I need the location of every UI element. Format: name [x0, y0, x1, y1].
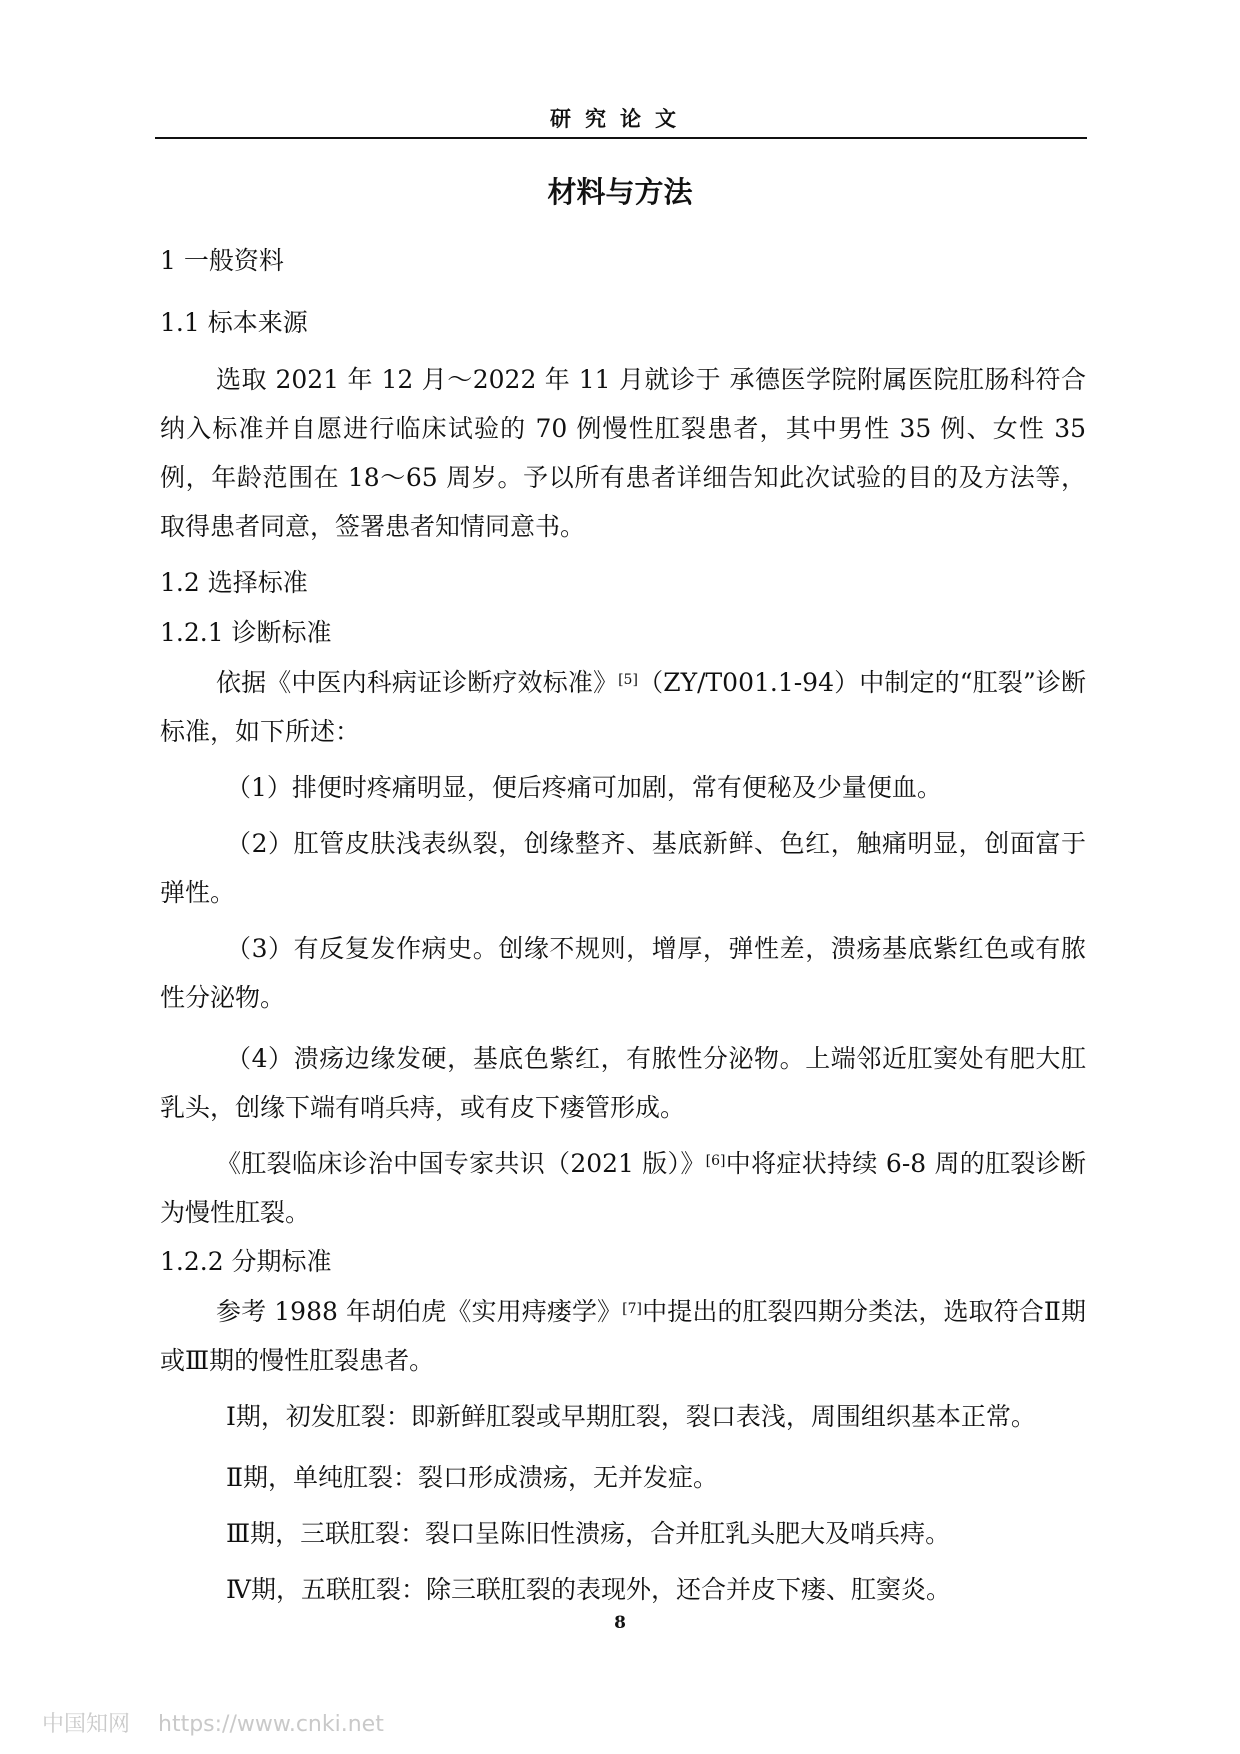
citation-6: [6]	[705, 1153, 726, 1169]
paragraph-consensus	[160, 1139, 1086, 1237]
staging-text-b: 中提出的肛裂四期分类法，选取符合Ⅱ期或Ⅲ期的慢性肛裂患者。	[160, 1297, 1086, 1375]
stage-item-3: Ⅲ期，三联肛裂：裂口呈陈旧性溃疡，合并肛乳头肥大及哨兵痔。	[226, 1519, 951, 1548]
paragraph-staging	[160, 1287, 1086, 1385]
consensus-text-b: 中将症状持续 6-8 周的肛裂诊断为慢性肛裂。	[160, 1149, 1086, 1227]
stage-item-1: Ⅰ期，初发肛裂：即新鲜肛裂或早期肛裂，裂口表浅，周围组织基本正常。	[226, 1402, 1036, 1431]
stage-item-4: Ⅳ期，五联肛裂：除三联肛裂的表现外，还合并皮下瘘、肛窦炎。	[226, 1575, 951, 1604]
diagnosis-text-a: 依据《中医内科病证诊断疗效标准》	[216, 668, 619, 697]
citation-7: [7]	[622, 1301, 643, 1317]
citation-5: [5]	[618, 672, 638, 688]
diagnosis-item-2: （2）肛管皮肤浅表纵裂，创缘整齐、基底新鲜、色红，触痛明显，创面富于弹性。	[160, 829, 1086, 907]
diagnosis-item-3: （3）有反复发作病史。创缘不规则，增厚，弹性差，溃疡基底紫红色或有脓性分泌物。	[160, 934, 1086, 1012]
watermark-brand: 中国知网	[42, 1712, 131, 1737]
diagnosis-item-1: （1）排便时疼痛明显，便后疼痛可加剧，常有便秘及少量便血。	[226, 773, 942, 802]
section-title: 材料与方法	[547, 175, 693, 209]
heading-1-1: 1.1 标本来源	[160, 308, 308, 337]
heading-1-2-2: 1.2.2 分期标准	[160, 1247, 332, 1276]
watermark	[42, 1707, 412, 1738]
paragraph-sample-source: 选取 2021 年 12 月～2022 年 11 月就诊于 承德医学院附属医院肛肠科符合纳入标准并自愿进行临床试验的 70 例慢性肛裂患者，其中男性 35 例、女性 35 例，年龄范围在 18～65 周岁。予以所有患者详细告知此次试验的目的及方法等，取得患者同意，签署患者知情同意书。	[160, 365, 1086, 541]
paragraph-diagnosis	[160, 658, 1086, 756]
diagnosis-item-4: （4）溃疡边缘发硬，基底色紫红，有脓性分泌物。上端邻近肛窦处有肥大肛乳头，创缘下端有哨兵痔，或有皮下瘘管形成。	[160, 1044, 1086, 1122]
heading-1: 1 一般资料	[160, 246, 284, 275]
page-number: 8	[614, 1613, 626, 1633]
page-body	[160, 236, 1086, 1614]
consensus-text-a: 《肛裂临床诊治中国专家共识（2021 版）》	[216, 1149, 706, 1178]
stage-item-2: Ⅱ期，单纯肛裂：裂口形成溃疡，无并发症。	[226, 1463, 718, 1492]
watermark-url: https://www.cnki.net	[158, 1712, 384, 1737]
header-rule	[155, 137, 1087, 139]
heading-1-2-1: 1.2.1 诊断标准	[160, 618, 332, 647]
diagnosis-text-b: （ZY/T001.1-94）中制定的“肛裂”诊断标准，如下所述：	[160, 668, 1086, 746]
staging-text-a: 参考 1988 年胡伯虎《实用痔瘘学》	[216, 1297, 623, 1326]
heading-1-2: 1.2 选择标准	[160, 568, 308, 597]
running-header: 研究论文	[550, 106, 690, 131]
